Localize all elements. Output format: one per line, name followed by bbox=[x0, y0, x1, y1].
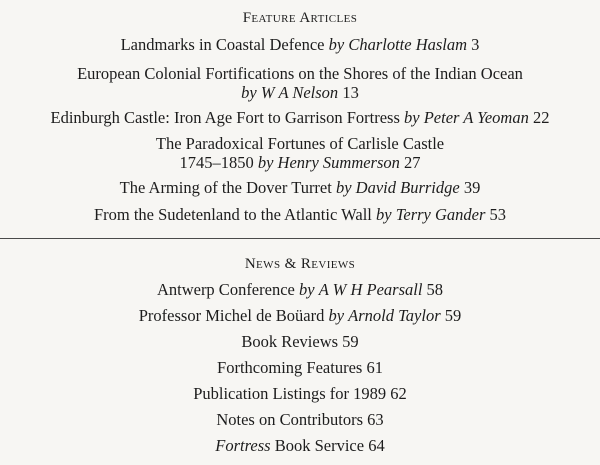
article-landmarks-coastal-defence bbox=[0, 34, 600, 55]
article-author: W A Nelson bbox=[260, 83, 339, 102]
article-dover-turret bbox=[0, 177, 600, 198]
article-author: Terry Gander bbox=[395, 205, 486, 224]
article-page: 27 bbox=[404, 153, 421, 172]
news-author: Arnold Taylor bbox=[348, 306, 441, 325]
article-title: The Arming of the Dover Turret bbox=[119, 178, 332, 197]
article-sudetenland bbox=[0, 204, 600, 225]
news-page: 59 bbox=[342, 332, 359, 351]
article-title: From the Sudetenland to the Atlantic Wall bbox=[93, 205, 372, 224]
news-antwerp-conference bbox=[0, 279, 600, 300]
news-page: 64 bbox=[368, 436, 385, 455]
article-by: by bbox=[335, 178, 352, 197]
news-title: Book Service bbox=[274, 436, 365, 455]
news-by: by bbox=[298, 280, 315, 299]
article-european-colonial-byline bbox=[0, 82, 600, 103]
section-divider bbox=[0, 238, 600, 239]
article-title: Landmarks in Coastal Defence bbox=[120, 35, 325, 54]
article-author: Peter A Yeoman bbox=[423, 108, 529, 127]
article-author: David Burridge bbox=[355, 178, 460, 197]
news-page: 59 bbox=[444, 306, 462, 325]
news-page: 62 bbox=[390, 384, 407, 403]
news-by: by bbox=[328, 306, 345, 325]
news-forthcoming-features bbox=[0, 357, 600, 378]
article-page: 22 bbox=[532, 108, 550, 127]
news-book-reviews bbox=[0, 331, 600, 352]
news-publication-listings bbox=[0, 383, 600, 404]
news-title: Book Reviews bbox=[241, 332, 339, 351]
article-author: Charlotte Haslam bbox=[348, 35, 468, 54]
article-page: 3 bbox=[471, 35, 480, 54]
article-page: 39 bbox=[463, 178, 481, 197]
article-page: 53 bbox=[489, 205, 507, 224]
article-by: by bbox=[404, 108, 420, 127]
news-title: Publication Listings for 1989 bbox=[193, 384, 387, 403]
news-notes-on-contributors bbox=[0, 409, 600, 430]
article-carlisle-castle-title bbox=[0, 133, 600, 154]
article-edinburgh-castle bbox=[0, 107, 600, 128]
news-author: A W H Pearsall bbox=[318, 280, 423, 299]
news-title: Forthcoming Features bbox=[217, 358, 363, 377]
news-reviews-heading: News & Reviews bbox=[244, 256, 356, 272]
news-page: 58 bbox=[426, 280, 444, 299]
feature-articles-heading: Feature Articles bbox=[242, 10, 358, 26]
article-european-colonial-title bbox=[0, 63, 600, 84]
news-title-italic: Fortress bbox=[215, 436, 271, 455]
article-author: Henry Summerson bbox=[277, 153, 400, 172]
article-by: by bbox=[241, 83, 257, 102]
article-by: by bbox=[257, 153, 274, 172]
news-fortress-book-service bbox=[0, 435, 600, 456]
news-title: Antwerp Conference bbox=[156, 280, 295, 299]
article-title: Edinburgh Castle: Iron Age Fort to Garrison Fortress bbox=[50, 108, 400, 127]
article-page: 13 bbox=[342, 83, 359, 102]
article-title: European Colonial Fortifications on the Shores of the Indian Ocean bbox=[77, 64, 523, 83]
news-page: 61 bbox=[366, 358, 383, 377]
article-title: The Paradoxical Fortunes of Carlisle Castle bbox=[155, 134, 445, 153]
news-title: Professor Michel de Boüard bbox=[138, 306, 325, 325]
article-by: by bbox=[376, 205, 392, 224]
news-page: 63 bbox=[367, 410, 384, 429]
article-title-dates: 1745–1850 bbox=[179, 153, 254, 172]
news-michel-de-bouard bbox=[0, 305, 600, 326]
article-carlisle-castle-byline bbox=[0, 152, 600, 173]
article-by: by bbox=[328, 35, 345, 54]
news-title: Notes on Contributors bbox=[216, 410, 364, 429]
